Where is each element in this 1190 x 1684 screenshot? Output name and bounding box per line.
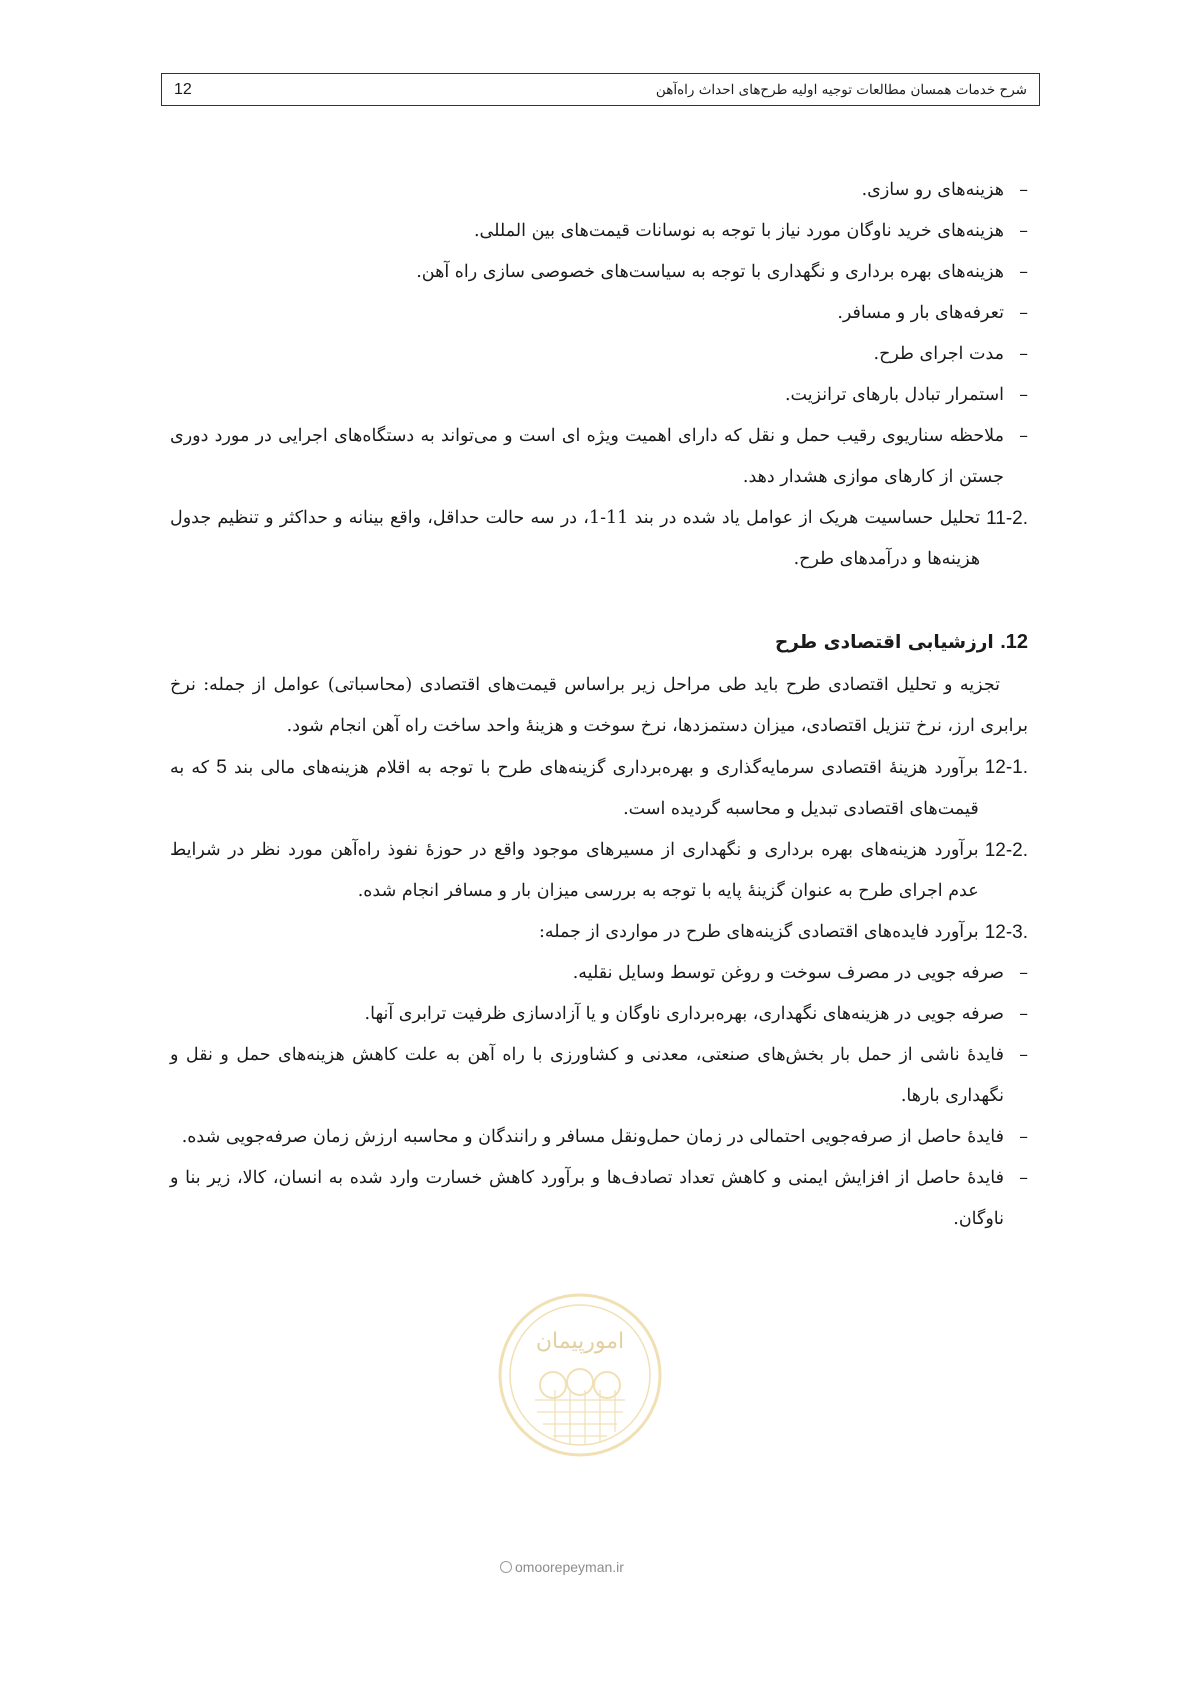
list-item-text: فایدهٔ حاصل از افزایش ایمنی و کاهش تعداد تصادف‌ها و برآورد کاهش خسارت وارد شده به انسان، کالا، زیر بنا و ناوگان.: [170, 1168, 1004, 1229]
bullet-list-costs: [170, 170, 1028, 498]
list-item: [170, 1158, 1028, 1240]
list-item: [170, 1117, 1028, 1158]
item-number: 11-2.: [986, 508, 1028, 529]
gear-icon: [540, 1372, 566, 1398]
list-item: [170, 994, 1028, 1035]
watermark-text: امورپیمان: [535, 1329, 625, 1354]
bullet-dash: –: [1019, 385, 1028, 405]
list-item-text: صرفه جویی در مصرف سوخت و روغن توسط وسایل نقلیه.: [572, 963, 1004, 983]
site-url: omoorepeyman.ir: [515, 1559, 624, 1575]
bullet-dash: –: [1019, 221, 1028, 241]
bullet-dash: –: [1019, 303, 1028, 323]
item-text: [170, 747, 979, 830]
item-text: تحلیل حساسیت هریک از عوامل یاد شده در بند 11-1، در سه حالت حداقل، واقع بینانه و حداکثر و تنظیم جدول هزینه‌ها و درآمدهای طرح.: [170, 508, 981, 569]
item-11-2: [170, 498, 1028, 580]
list-item: [170, 953, 1028, 994]
list-item-text: فایدهٔ ناشی از حمل بار بخش‌های صنعتی، معدنی و کشاورزی با راه آهن به علت کاهش هزینه‌های حمل و نقل و نگهداری بارها.: [170, 1045, 1004, 1106]
item-text: برآورد فایده‌های اقتصادی گزینه‌های طرح در مواردی از جمله:: [538, 922, 979, 942]
section-title: ارزشیابی اقتصادی طرح: [774, 632, 994, 653]
list-item: [170, 1035, 1028, 1117]
item-number: 12-2.: [984, 840, 1028, 861]
watermark-logo: [495, 1290, 665, 1460]
bullet-dash: –: [1019, 344, 1028, 364]
list-item-text: ملاحظه سناریوی رقیب حمل و نقل که دارای اهمیت ویژه ای است و می‌تواند به دستگاه‌های اجرایی در مورد دوری جستن از کارهای موازی هشدار دهد.: [170, 426, 1004, 487]
section-heading: [170, 622, 1028, 663]
list-item-text: هزینه‌های خرید ناوگان مورد نیاز با توجه به نوسانات قیمت‌های بین المللی.: [473, 221, 1004, 241]
item-text-part: برآورد هزینهٔ اقتصادی سرمایه‌گذاری و بهره‌برداری گزینه‌های طرح با توجه به اقلام هزینه‌های مالی بند: [233, 758, 979, 778]
gear-icon: [594, 1372, 620, 1398]
section-reference: 5: [216, 757, 227, 778]
list-item: [170, 252, 1028, 293]
list-item-text: استمرار تبادل بارهای ترانزیت.: [784, 385, 1004, 405]
gear-icon: [567, 1369, 593, 1395]
list-item: [170, 334, 1028, 375]
section-number: 12.: [1000, 631, 1028, 653]
item-12-3: [170, 912, 1028, 953]
list-item: [170, 293, 1028, 334]
list-item: [170, 170, 1028, 211]
bullet-dash: –: [1019, 1127, 1028, 1147]
bullet-dash: –: [1019, 963, 1028, 983]
bullet-dash: –: [1019, 1168, 1028, 1188]
item-12-2: [170, 830, 1028, 912]
bullet-list-benefits: [170, 953, 1028, 1240]
list-item: [170, 211, 1028, 252]
list-item-text: مدت اجرای طرح.: [873, 344, 1004, 364]
globe-icon: [500, 1561, 512, 1573]
list-item-text: هزینه‌های بهره برداری و نگهداری با توجه به سیاست‌های خصوصی سازی راه آهن.: [416, 262, 1004, 282]
site-footer: [500, 1559, 624, 1575]
header-title: شرح خدمات همسان مطالعات توجیه اولیه طرح‌های احداث راه‌آهن: [655, 81, 1027, 98]
bullet-dash: –: [1019, 262, 1028, 282]
bullet-dash: –: [1019, 1004, 1028, 1024]
bullet-dash: –: [1019, 1045, 1028, 1065]
item-text: برآورد هزینه‌های بهره برداری و نگهداری از مسیرهای موجود واقع در حوزهٔ نفوذ راه‌آهن مورد نظر در شرایط عدم اجرای طرح به عنوان گزینهٔ پایه با توجه به بررسی میزان بار و مسافر انجام شده.: [170, 840, 979, 901]
list-item-text: تعرفه‌های بار و مسافر.: [837, 303, 1004, 323]
page-number: 12: [174, 80, 192, 98]
document-body: [170, 170, 1028, 1240]
item-12-1: [170, 747, 1028, 830]
section-intro: تجزیه و تحلیل اقتصادی طرح باید طی مراحل زیر براساس قیمت‌های اقتصادی (محاسباتی) عوامل از جمله: نرخ برابری ارز، نرخ تنزیل اقتصادی، میزان دستمزدها، نرخ سوخت و هزینهٔ واحد ساخت راه آهن انجام شود.: [170, 675, 1028, 736]
list-item: [170, 375, 1028, 416]
list-item-text: فایدهٔ حاصل از صرفه‌جویی احتمالی در زمان حمل‌ونقل مسافر و رانندگان و محاسبه ارزش زمان صرفه‌جویی شده.: [181, 1127, 1004, 1147]
page-header: [161, 73, 1040, 106]
item-number: 12-3.: [984, 922, 1028, 943]
list-item: [170, 416, 1028, 498]
bullet-dash: –: [1019, 180, 1028, 200]
watermark-ring: [500, 1295, 660, 1455]
bullet-dash: –: [1019, 426, 1028, 446]
list-item-text: صرفه جویی در هزینه‌های نگهداری، بهره‌برداری ناوگان و یا آزادسازی ظرفیت ترابری آنها.: [364, 1004, 1004, 1024]
item-number: 12-1.: [984, 757, 1028, 778]
item-text-part: که به قیمت‌های اقتصادی تبدیل و محاسبه گردیده است.: [170, 758, 979, 819]
list-item-text: هزینه‌های رو سازی.: [861, 180, 1004, 200]
